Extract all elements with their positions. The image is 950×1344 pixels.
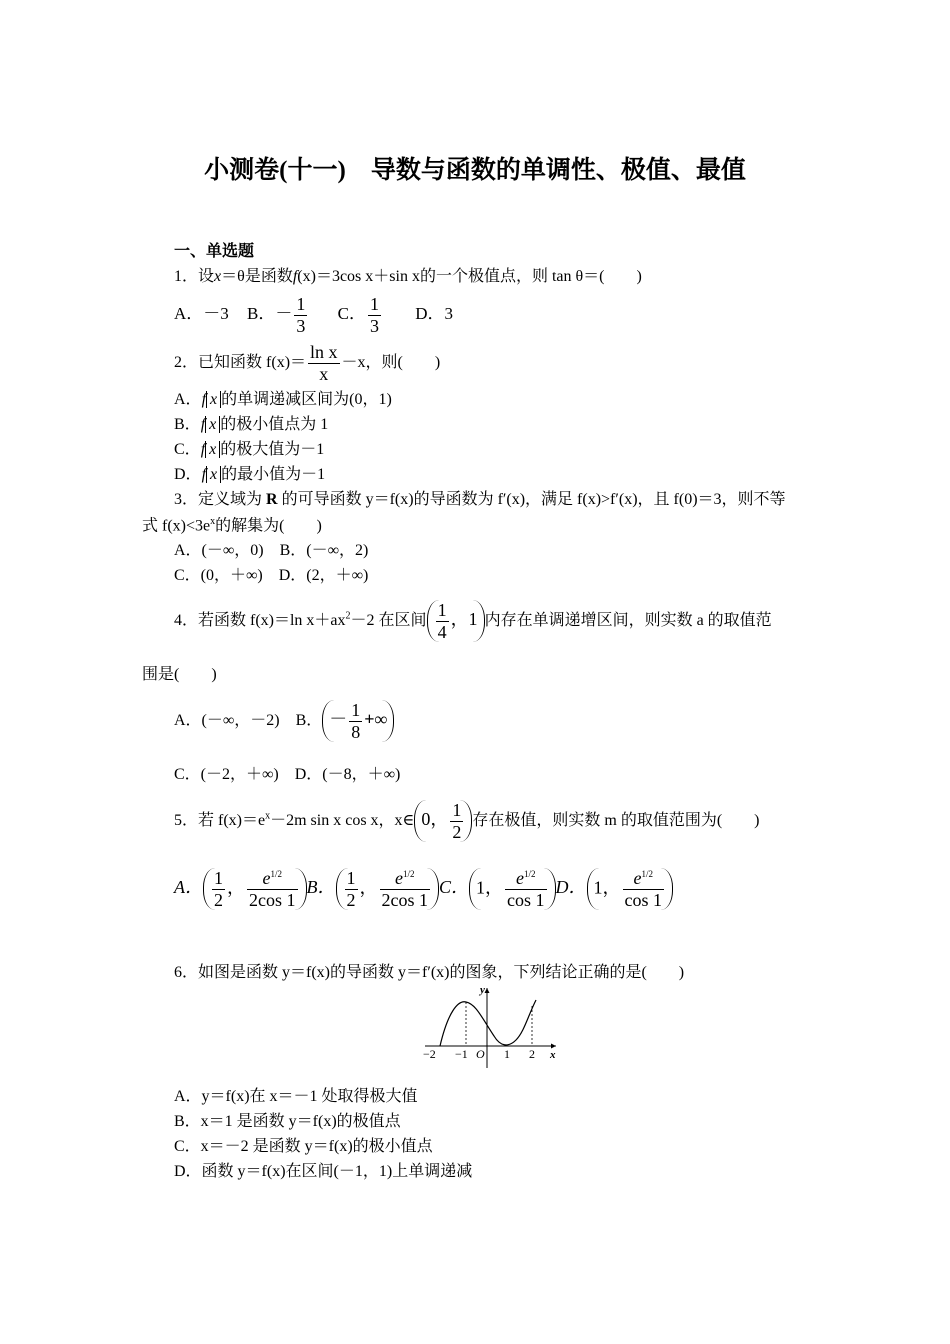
q1-option-b: B．－ $\frac{1}{3}$	[247, 294, 306, 336]
q5-option-a: A． $\frac{1}{2}$ ， $\frac{e^{1/2}}{2\cos 1}$	[174, 877, 307, 897]
question-1-options	[174, 294, 453, 336]
q3-options-ab: A．(－∞，0) B．(－∞，2)	[174, 542, 369, 559]
q5-option-d: D． 1， $\frac{e^{1/2}}{\cos 1}$	[556, 877, 674, 897]
q1-option-c: C． $\frac{1}{3}$	[337, 294, 379, 336]
q5-options	[174, 868, 673, 910]
question-4-stem-line1: 4．若函数 f(x)＝ln $x+ax^2-2$ 在区间 $\frac{1}{4}$ ，1 内存在单调递增区间，则实数 a 的取值范	[174, 600, 772, 642]
question-2-stem: 2．已知函数 f(x)＝ $\frac{\text{ln x}}{x}$ －x，则( )	[174, 342, 441, 384]
q2-option-c: C．f x 的极大值为－1	[174, 441, 325, 458]
x-label: x	[550, 1049, 556, 1061]
q6-option-d: D．函数 y＝f(x)在区间(－1，1)上单调递减	[174, 1163, 473, 1180]
x-axis-arrow	[551, 1044, 556, 1049]
question-3-stem-line2: 式 $f(x)<3e^x$的解集为( )	[142, 516, 322, 535]
y-label: y	[480, 984, 485, 996]
q6-option-b: B．x＝1 是函数 y＝f(x)的极值点	[174, 1113, 401, 1130]
tick-minus2: −2	[423, 1047, 436, 1061]
origin-label: O	[476, 1047, 485, 1061]
question-3-stem-line1: 3．定义域为 R 的可导函数 y＝f(x)的导函数为 f′(x)，满足 f(x)>f′(x)，且 f(0)＝3，则不等	[174, 491, 786, 508]
derivative-graph	[420, 982, 560, 1072]
page-title: 小测卷(十一) 导数与函数的单调性、极值、最值	[204, 157, 746, 184]
q4-options-cd: C．(－2，＋∞) D．(－8，＋∞)	[174, 766, 401, 783]
q1-option-a: A．－3	[174, 304, 229, 324]
tick-1: 1	[504, 1047, 510, 1061]
question-4-stem-line2: 围是( )	[142, 666, 217, 683]
question-1-stem: 1．设x＝θ是函数f(x)＝3cos x＋sin x的一个极值点，则 tan θ＝( )	[174, 268, 642, 285]
question-5-stem: 5．若 $f(x)=e^x-2m$ sin x cos x，x∈ 0， $\frac{1}{2}$ 存在极值，则实数 m 的取值范围为( )	[174, 800, 760, 842]
q6-option-c: C．x＝－2 是函数 y＝f(x)的极小值点	[174, 1138, 433, 1155]
q5-option-b: B． $\frac{1}{2}$ ， $\frac{e^{1/2}}{2\cos 1}$	[307, 877, 440, 897]
y-axis-arrow	[485, 988, 490, 993]
q1-option-d: D．3	[415, 304, 453, 324]
q2-option-d: D．f x 的最小值为－1	[174, 466, 326, 483]
q2-option-b: B．f x 的极小值点为 1	[174, 416, 329, 433]
tick-2: 2	[529, 1047, 535, 1061]
q4-options-ab: A．(－∞，－2) B． － $\frac{1}{8}$ +∞	[174, 700, 394, 742]
q2-option-a: A．f x 的单调递减区间为(0，1)	[174, 391, 392, 408]
q6-option-a: A．y＝f(x)在 x＝－1 处取得极大值	[174, 1088, 418, 1105]
tick-minus1: −1	[455, 1047, 468, 1061]
section-heading: 一、单选题	[174, 243, 255, 260]
question-6-stem: 6．如图是函数 y＝f(x)的导函数 y＝f′(x)的图象，下列结论正确的是( )	[174, 964, 685, 981]
derivative-curve	[440, 1000, 536, 1046]
q3-options-cd: C．(0，＋∞) D．(2，＋∞)	[174, 567, 369, 584]
q5-option-c: C． 1， $\frac{e^{1/2}}{\cos 1}$	[439, 877, 556, 897]
